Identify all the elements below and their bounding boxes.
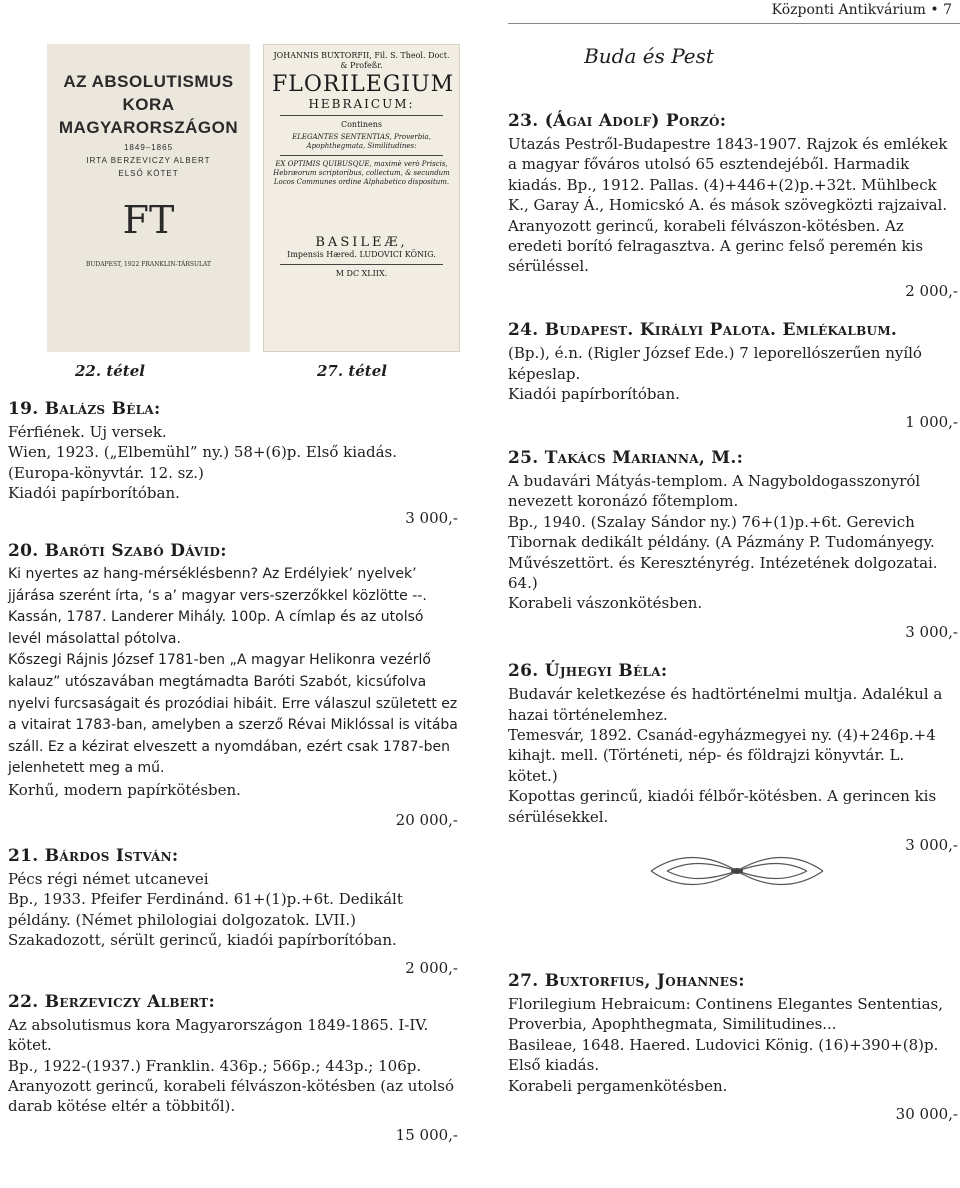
cover22-author: IRTA BERZEVICZY ALBERT [86, 156, 211, 165]
entry-line: Pécs régi német utcanevei [8, 869, 209, 888]
cover27-place: BASILEÆ, [315, 235, 408, 250]
cover-image-27 [263, 44, 460, 352]
entry-heading: 19. Balázs Béla: [8, 399, 161, 419]
cover22-publisher: BUDAPEST, 1922 FRANKLIN-TÁRSULAT [85, 261, 212, 268]
right-column-bottom [508, 970, 958, 1124]
entry-line: Kiadói papírborítóban. [508, 385, 680, 404]
entry-heading: 23. (Ágai Adolf) Porzó: [508, 111, 727, 131]
entry-line: Korhű, modern papírkötésben. [8, 780, 241, 799]
entry-price: 3 000,- [905, 622, 958, 641]
entry-line: Aranyozott gerincű, korabeli félvászon-kötésben (az utolsó darab kötése eltér a többitől). [8, 1077, 454, 1116]
entry-heading: 25. Takács Marianna, M.: [508, 447, 744, 468]
section-title: Buda és Pest [584, 44, 714, 68]
cover27-desc: ELEGANTES SENTENTIAS, Proverbia, Apophthegmata, Similitudines: [292, 133, 431, 150]
left-column [8, 398, 458, 1145]
entry-line: Florilegium Hebraicum: Continens Elegantes Sententias, Proverbia, Apophthegmata, Similitudines... [508, 995, 943, 1034]
entry-price: 15 000,- [395, 1125, 458, 1144]
entry-price: 3 000,- [905, 835, 958, 854]
entry-24 [508, 319, 958, 433]
entry-line: Budavár keletkezése és hadtörténelmi multja. Adalékul a hazai történelemhez. [508, 685, 943, 724]
cover22-years: 1849–1865 [123, 143, 174, 152]
cover27-rule-3 [280, 264, 443, 265]
entry-price: 20 000,- [395, 811, 458, 830]
entry-line: Kiadói papírborítóban. [8, 484, 180, 503]
cover27-printer: Impensis Hæred. LUDOVICI KÖNIG. [287, 250, 436, 259]
entry-line: Kőszegi Rájnis József 1781-ben „A magyar Helikonra vezérlő kalauz” utószavában megtámadta Baróti Szabót, kicsúfolva nyelvi furcsaságait és prozódiai hibáit. Erre válaszul született ez a vitairat 1783-ban, amelyben a szerző Révai Miklóssal is vitába száll. Ez a kézirat elveszett a nyomdában, ezért csak 1787-ben jelenhetett meg a mű. [8, 652, 458, 777]
entry-heading: 27. Buxtorfius, Johannes: [508, 971, 745, 991]
entry-line: Ki nyertes az hang-mérséklésbenn? Az Erdélyiek’ nyelvek’ jjárása szerént írta, ‘s a’ magyar vers-szerzőkkel közlötte --. Kassán, 1787. Landerer Mihály. 100p. A címlap és az utolsó levél másolattal pótolva. [8, 566, 427, 647]
entry-line: Basileae, 1648. Haered. Ludovici König. (16)+390+(8)p. Első kiadás. [508, 1035, 939, 1075]
entry-line: Kopottas gerincű, kiadói félbőr-kötésben. A gerincen kis sérülésekkel. [508, 787, 937, 826]
entry-heading: 24. Budapest. Királyi Palota. Emlékalbum. [508, 320, 898, 341]
entry-line: Az absolutismus kora Magyarországon 1849-1865. I-IV. kötet. [8, 1015, 429, 1055]
header-rule [508, 23, 960, 24]
entry-price: 3 000,- [405, 508, 458, 527]
entry-26 [508, 660, 958, 855]
entry-line: Wien, 1923. („Elbemühl” ny.) 58+(6)p. Első kiadás. (Europa-könyvtár. 12. sz.) [8, 443, 398, 482]
entry-price: 2 000,- [905, 281, 958, 300]
page-header: Központi Antikvárium • 7 [771, 2, 952, 18]
entry-heading: 26. Újhegyi Béla: [508, 661, 668, 682]
entry-line: (Bp.), é.n. (Rigler József Ede.) 7 leporellószerűen nyíló képeslap. [508, 344, 922, 383]
entry-price: 2 000,- [405, 959, 458, 978]
entry-25 [508, 447, 958, 642]
entry-line: Aranyozott gerincű, korabeli félvászon-kötésben. Az eredeti borító felragasztva. A gerinc felső peremén kis sérüléssel. [508, 216, 924, 276]
entry-line: Bp., 1922-(1937.) Franklin. 436p.; 566p.; 443p.; 106p. [8, 1056, 422, 1075]
entry-19 [8, 398, 458, 528]
entry-21 [8, 845, 458, 979]
entry-price: 30 000,- [895, 1105, 958, 1124]
entry-27 [508, 970, 958, 1124]
entry-line: Bp., 1940. (Szalay Sándor ny.) 76+(1)p.+6t. Gerevich Tibornak dedikált példány. (A Pázmány P. Tudományegy. Művészettört. és Keresztényrég. Intézetének dolgozatai. 64.) [508, 512, 938, 592]
cover27-ex: EX OPTIMIS QUIBUSQUE, maximè verò Priscis, Hebræorum scriptoribus, collectum, & secundum Locos Communes ordine Alphabetico dispositum. [273, 160, 450, 186]
cover27-rule [280, 115, 443, 116]
cover27-title: FLORILEGIUM [272, 72, 455, 97]
entry-line: Korabeli pergamenkötésben. [508, 1076, 728, 1095]
cover27-year: M DC XLIIX. [335, 269, 388, 278]
entry-22 [8, 991, 458, 1145]
cover27-continens: Continens [340, 120, 382, 129]
cover-image-22 [47, 44, 250, 352]
right-column [508, 110, 958, 855]
entry-price: 1 000,- [905, 413, 958, 432]
cover27-subtitle: HEBRAICUM: [308, 97, 415, 111]
entry-line: Korabeli vászonkötésben. [508, 594, 703, 613]
entry-20 [8, 540, 458, 831]
entry-heading: 21. Bárdos István: [8, 845, 179, 866]
caption-22: 22. tétel [75, 362, 145, 380]
entry-23 [508, 110, 958, 301]
cover27-author: JOHANNIS BUXTORFII, Fil. S. Theol. Doct. & Profeßr. [273, 51, 450, 70]
entry-line: Férfiének. Uj versek. [8, 423, 167, 441]
entry-line: Utazás Pestről-Budapestre 1843-1907. Rajzok és emlékek a magyar főváros utolsó 65 esztendejéből. Harmadik kiadás. Bp., 1912. Pallas. (4)+446+(2)p.+32t. Mühlbeck K., Garay Á., Homicskó A. és mások szövegközti rajzaival. [508, 135, 948, 215]
entry-line: Bp., 1933. Pfeifer Ferdinánd. 61+(1)p.+6t. Dedikált példány. (Német philologiai dolgozatok. LVII.) [8, 890, 403, 929]
entry-heading: 20. Baróti Szabó Dávid: [8, 541, 227, 562]
entry-line: Szakadozott, sérült gerincű, kiadói papírborítóban. [8, 931, 397, 949]
entry-line: A budavári Mátyás-templom. A Nagyboldogasszonyról nevezett koronázó főtemplom. [508, 471, 921, 511]
publisher-monogram-icon: FT [122, 198, 175, 242]
cover22-title: AZ ABSOLUTISMUS KORA MAGYARORSZÁGON [58, 72, 239, 137]
scroll-flourish-ornament-icon [647, 849, 827, 893]
entry-line: Temesvár, 1892. Csanád-egyházmegyei ny. (4)+246p.+4 kihajt. mell. (Történeti, nép- és földrajzi könyvtár. L. kötet.) [508, 725, 936, 785]
cover27-rule-2 [280, 155, 443, 156]
caption-27: 27. tétel [317, 362, 387, 380]
cover22-volume: ELSŐ KÖTET [118, 169, 179, 178]
entry-heading: 22. Berzeviczy Albert: [8, 991, 216, 1012]
